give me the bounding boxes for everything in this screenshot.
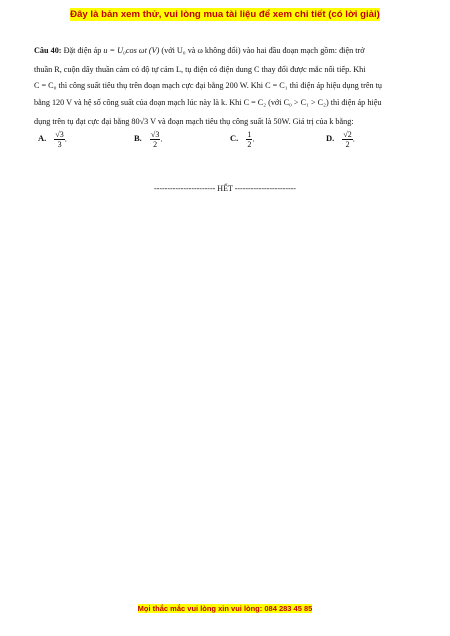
question-text-1b: (với U₀ và ω không đổi) vào hai đầu đoạn mạch gồm: điện trở <box>159 46 365 55</box>
option-a[interactable]: A. $\frac{√3}{3}$ . <box>38 130 67 149</box>
option-b[interactable]: B. $\frac{√3}{2}$ . <box>134 130 163 149</box>
option-d-letter: D. <box>326 133 335 144</box>
option-d-den: 2 <box>345 140 350 149</box>
option-a-num: √3 <box>55 130 64 139</box>
option-c-num: 1 <box>247 130 252 139</box>
option-a-den: 3 <box>57 140 62 149</box>
option-a-fraction <box>54 130 64 149</box>
option-b-den: 2 <box>153 140 158 149</box>
question-text-1a: Đặt điện áp <box>61 46 104 55</box>
question-line-5: dụng trên tụ đạt cực đại bằng 80√3 V và đoạn mạch tiêu thụ công suất là 50W. Giá trị của k bằng: <box>34 117 354 126</box>
option-d[interactable]: D. $\frac{√2}{2}$ . <box>326 130 355 149</box>
end-marker: ----------------------- HẾT ----------------------- <box>154 184 296 193</box>
question-line-1 <box>34 46 426 55</box>
option-b-letter: B. <box>134 133 142 144</box>
contact-footer <box>0 604 450 613</box>
option-c-den: 2 <box>247 140 252 149</box>
option-b-fraction <box>150 130 160 149</box>
question-line-3: C = C₀ thì công suất tiêu thụ trên đoạn mạch cực đại bằng 200 W. Khi C = C₁ thì điện áp hiệu dụng trên tụ <box>34 81 382 90</box>
option-c-fraction <box>246 130 252 149</box>
option-d-num: √2 <box>343 130 352 139</box>
contact-footer-text: Mọi thắc mắc vui lòng xin vui lòng: 084 283 45 85 <box>137 604 313 613</box>
question-line-4: bằng 120 V và hệ số công suất của đoạn mạch lúc này là k. Khi C = C₂ (với C₀ > C₁ > C₂) thì điện áp hiệu <box>34 98 382 107</box>
option-b-num: √3 <box>150 130 160 139</box>
option-d-fraction <box>342 130 352 149</box>
question-line-2: thuần R, cuộn dây thuần cảm có độ tự cảm L, tụ điện có điện dung C thay đổi được mắc nối tiếp. Khi <box>34 65 366 74</box>
voltage-equation: u = U₀cos ωt (V) <box>103 46 160 55</box>
option-c[interactable]: C. $\frac{1}{2}$ . <box>230 130 255 149</box>
preview-banner-text: Đây là bản xem thử, vui lòng mua tài liệu để xem chi tiết (có lời giải) <box>70 9 380 20</box>
question-label: Câu 40: <box>34 46 62 55</box>
preview-banner <box>0 9 450 20</box>
option-a-letter: A. <box>38 133 47 144</box>
option-c-letter: C. <box>230 133 239 144</box>
